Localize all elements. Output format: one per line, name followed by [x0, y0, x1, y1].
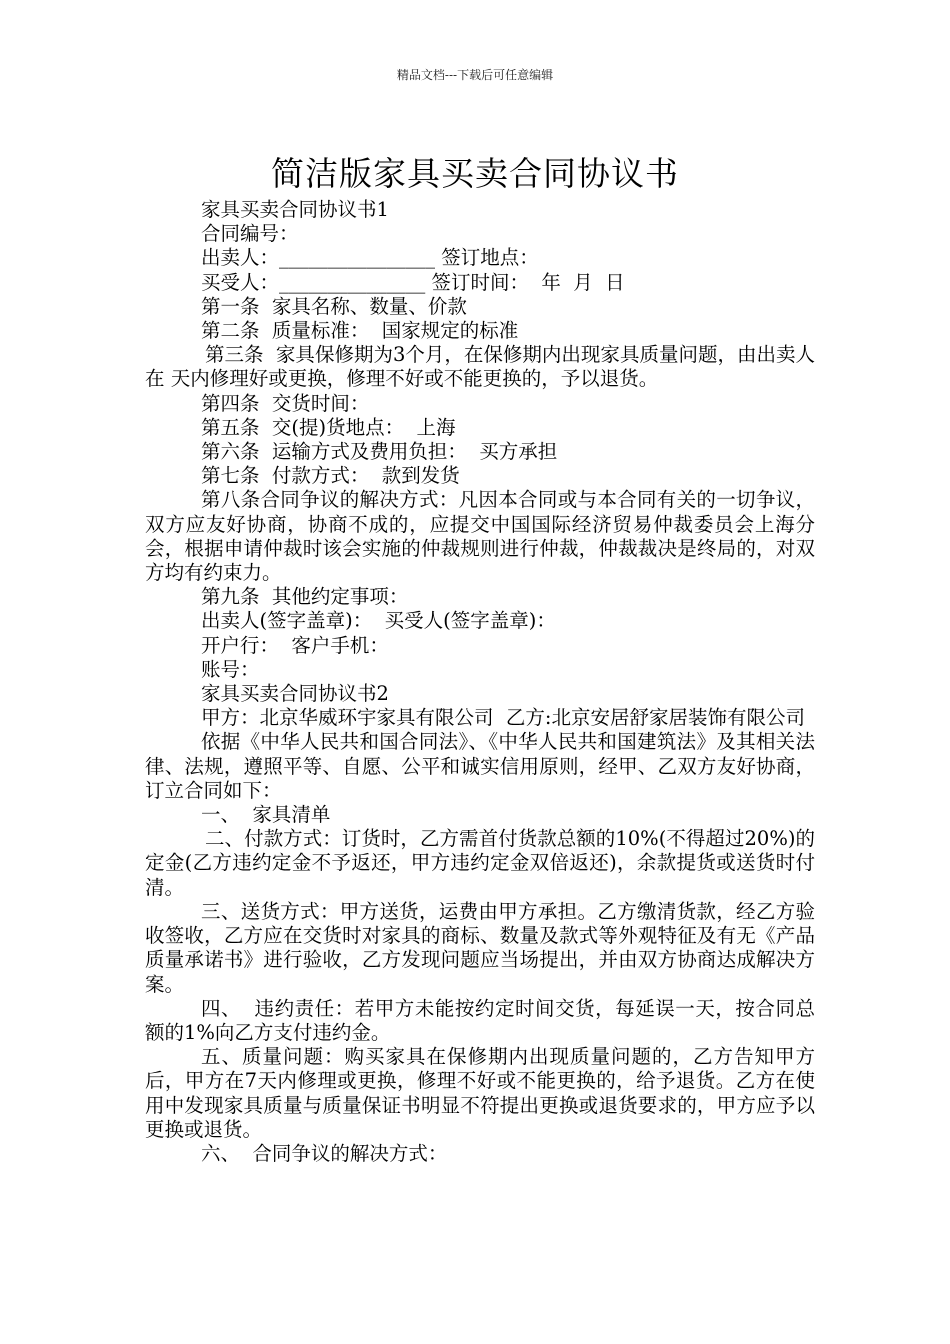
- paragraph: 出卖人：________________ 签订地点：: [201, 246, 539, 270]
- paragraph: 家具买卖合同协议书2: [201, 682, 389, 706]
- document-body: [145, 198, 815, 1166]
- paragraph: 第一条 家具名称、数量、价款: [201, 294, 467, 318]
- paragraph: 出卖人(签字盖章)： 买受人(签字盖章)：: [201, 609, 556, 633]
- paragraph: 第八条合同争议的解决方式：凡因本合同或与本合同有关的一切争议，双方应友好协商，协商不成的，应提交中国国际经济贸易仲裁委员会上海分会，根据申请仲裁时该会实施的仲裁规则进行仲裁，仲裁裁决是终局的，对双方均有约束力。: [145, 488, 815, 585]
- paragraph: 第七条 付款方式： 款到发货: [201, 464, 460, 488]
- paragraph: 账号：: [201, 657, 260, 681]
- header-note: 精品文档---下载后可任意编辑: [396, 68, 554, 82]
- paragraph: 二、付款方式：订货时，乙方需首付货款总额的10%(不得超过20%)的定金(乙方违约定金不予返还，甲方违约定金双倍返还)，余款提货或送货时付清。: [145, 827, 815, 899]
- paragraph: 依据《中华人民共和国合同法》、《中华人民共和国建筑法》及其相关法律、法规，遵照平等、自愿、公平和诚实信用原则，经甲、乙双方友好协商，订立合同如下：: [145, 730, 815, 802]
- paragraph: 第二条 质量标准： 国家规定的标准: [201, 319, 519, 343]
- document-title: 简洁版家具买卖合同协议书: [271, 154, 679, 194]
- paragraph: 第四条 交货时间：: [201, 391, 370, 415]
- paragraph: 第九条 其他约定事项：: [201, 585, 409, 609]
- paragraph: 五、质量问题：购买家具在保修期内出现质量问题的，乙方告知甲方后，甲方在7天内修理或更换，修理不好或不能更换的，给予退货。乙方在使用中发现家具质量与质量保证书明显不符提出更换或退货要求的，甲方应予以更换或退货。: [145, 1045, 815, 1141]
- paragraph: 第三条 家具保修期为3个月，在保修期内出现家具质量问题，由出卖人在 天内修理好或更换，修理不好或不能更换的，予以退货。: [145, 343, 815, 391]
- paragraph: 合同编号：: [201, 222, 299, 246]
- paragraph: 家具买卖合同协议书1: [201, 198, 389, 221]
- paragraph: 第五条 交(提)货地点： 上海: [201, 415, 456, 439]
- paragraph: 甲方：北京华威环宇家具有限公司 乙方:北京安居舒家居装饰有限公司: [201, 706, 805, 730]
- paragraph: 开户行： 客户手机：: [201, 633, 389, 657]
- paragraph: 六、 合同争议的解决方式：: [201, 1141, 448, 1165]
- paragraph: 三、送货方式：甲方送货，运费由甲方承担。乙方缴清货款，经乙方验收签收，乙方应在交货时对家具的商标、数量及款式等外观特征及有无《产品质量承诺书》进行验收，乙方发现问题应当场提出，并由双方协商达成解决方案。: [145, 899, 815, 996]
- paragraph: 买受人：_______________ 签订时间： 年 月 日: [201, 270, 625, 294]
- paragraph: 四、 违约责任：若甲方未能按约定时间交货，每延误一天，按合同总额的1%向乙方支付违约金。: [145, 996, 815, 1044]
- paragraph: 一、 家具清单: [201, 803, 331, 827]
- paragraph: 第六条 运输方式及费用负担： 买方承担: [201, 440, 558, 464]
